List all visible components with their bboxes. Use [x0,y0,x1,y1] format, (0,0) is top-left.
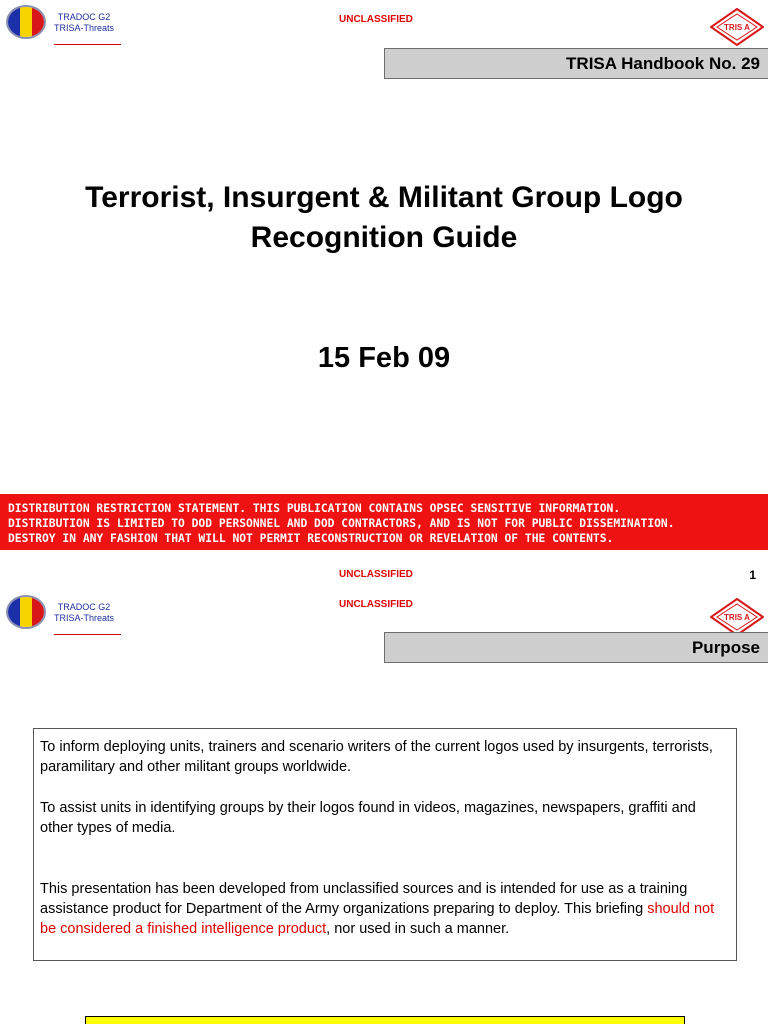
document-title [0,178,768,258]
org-line1: TRADOC G2 [57,12,111,22]
trisa-logo-icon [710,598,764,636]
org-divider [54,634,121,635]
org-label [54,602,114,624]
org-line2: TRISA-Threats [54,23,115,33]
purpose-text-box [33,728,737,961]
title-line1: Terrorist, Insurgent & Militant Group Logo [85,181,683,214]
restriction-line: DISTRIBUTION RESTRICTION STATEMENT. THIS PUBLICATION CONTAINS OPSEC SENSITIVE INFORMATION. [8,502,621,515]
classification-bottom: UNCLASSIFIED [339,569,413,580]
tradoc-seal-icon [6,5,46,39]
classification-top: UNCLASSIFIED [339,14,413,25]
tradoc-seal-icon [6,595,46,629]
trisa-logo-text: TRIS A [724,613,750,622]
org-label [54,12,114,34]
purpose-heading: Purpose [691,638,760,657]
restriction-line: DESTROY IN ANY FASHION THAT WILL NOT PERMIT RECONSTRUCTION OR REVELATION OF THE CONTENTS. [8,532,614,545]
para3-end: , nor used in such a manner. [326,921,510,937]
title-line2: Recognition Guide [250,221,518,254]
trisa-logo-icon [710,8,764,46]
classification-top: UNCLASSIFIED [339,599,413,610]
handbook-label: TRISA Handbook No. 29 [566,54,760,73]
purpose-paragraph-1: To inform deploying units, trainers and scenario writers of the current logos used by insurgents, terrorists, paramilitary and other militant groups worldwide. [40,739,713,775]
purpose-paragraph-2: To assist units in identifying groups by their logos found in videos, magazines, newspapers, graffiti and other types of media. [40,800,696,836]
org-line2: TRISA-Threats [54,613,115,623]
restriction-line: DISTRIBUTION IS LIMITED TO DOD PERSONNEL AND DOD CONTRACTORS, AND IS NOT FOR PUBLIC DISSEMINATION. [8,517,675,530]
trisa-logo-text: TRIS A [724,23,750,32]
purpose-paragraph-3 [40,879,730,939]
document-date: 15 Feb 09 [317,342,451,374]
purpose-heading-bar [384,632,768,663]
org-line1: TRADOC G2 [57,602,111,612]
org-divider [54,44,121,45]
para3-start: This presentation has been developed from unclassified sources and is intended for use as a training assistance product for Department of the Army organizations preparing to deploy. This briefing [40,881,688,917]
purpose-slide [0,590,768,1024]
distribution-restriction-banner [0,494,768,550]
para3-warning: should not be considered a finished intelligence product [40,901,715,937]
highlight-box [85,1016,685,1024]
handbook-title-bar [384,48,768,79]
page-number: 1 [749,568,756,582]
